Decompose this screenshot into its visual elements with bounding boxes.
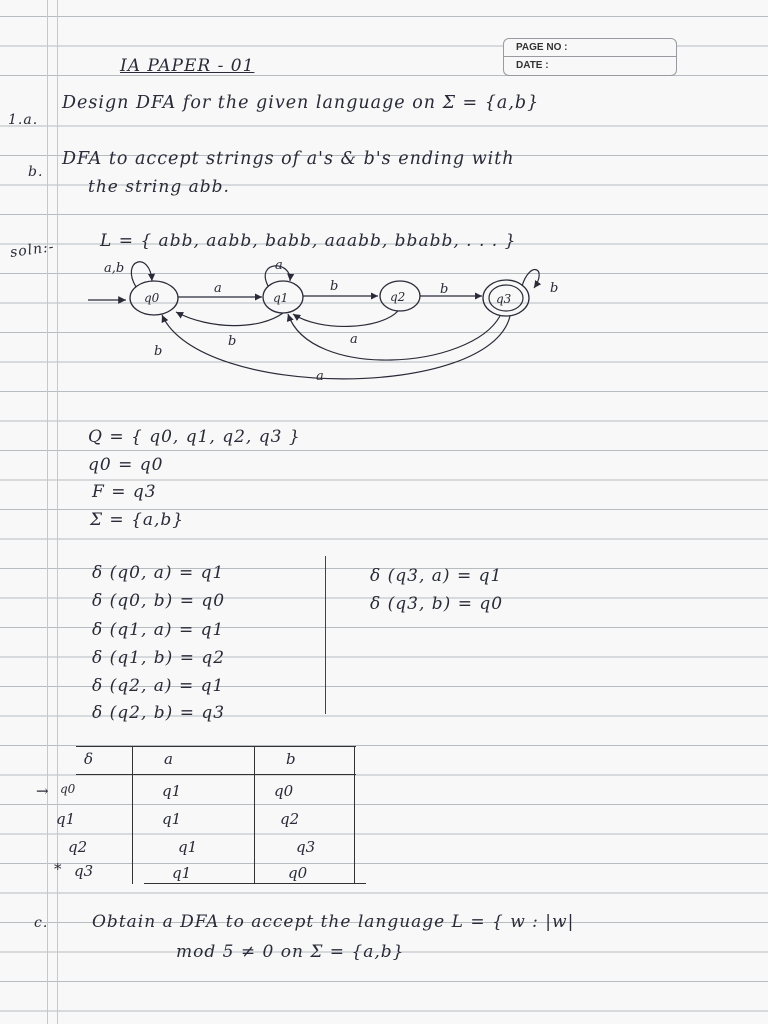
transition-left-2: δ (q0, b) = q0 — [92, 591, 226, 611]
table-bottom-border — [144, 883, 366, 884]
transition-left-4: δ (q1, b) = q2 — [92, 648, 226, 668]
definition-sigma: Σ = {a,b} — [90, 510, 185, 530]
edge-q3-self-label: b — [550, 281, 559, 296]
page-no-label: PAGE NO : — [504, 39, 676, 57]
page-title: IA PAPER - 01 — [120, 56, 255, 76]
table-row-1-b: q0 — [274, 782, 294, 800]
table-header-a: a — [164, 750, 173, 768]
transition-left-6: δ (q2, b) = q3 — [92, 703, 226, 723]
transition-right-1: δ (q3, a) = q1 — [370, 566, 503, 586]
table-row-2-b: q2 — [280, 810, 300, 828]
table-row-4-b: q0 — [288, 864, 308, 882]
transition-table — [36, 742, 366, 885]
table-row-4-marker: * — [54, 860, 62, 878]
table-col-divider-1 — [132, 747, 133, 884]
definition-Q: Q = { q0, q1, q2, q3 } — [88, 427, 301, 447]
edge-q2-q1-label: a — [350, 332, 358, 347]
table-row-3-b: q3 — [296, 838, 316, 856]
table-row-3-a: q1 — [178, 838, 198, 856]
edge-q3-q1-label: a — [316, 369, 324, 384]
edge-q3-q0-label: b — [154, 344, 163, 359]
state-q3-label: q3 — [496, 292, 512, 306]
table-row-4-a: q1 — [172, 864, 192, 882]
part-b-line1: DFA to accept strings of a's & b's ending with — [62, 149, 515, 169]
transition-right-2: δ (q3, b) = q0 — [370, 594, 504, 614]
table-col-divider-2 — [254, 747, 255, 884]
transitions-divider — [325, 556, 326, 714]
edge-q2-q1 — [293, 311, 398, 326]
edge-q0-q1-label: a — [214, 281, 222, 296]
edge-q1-q0-label: b — [228, 334, 237, 349]
edge-q0-self-label: a,b — [104, 261, 125, 276]
edge-q2-q3-label: b — [440, 282, 449, 297]
part-b-label: b. — [28, 164, 44, 180]
state-q2-label: q2 — [390, 290, 406, 304]
transition-left-3: δ (q1, a) = q1 — [92, 620, 225, 640]
table-header-divider — [76, 774, 356, 775]
table-row-2-state: q1 — [56, 810, 76, 828]
part-c-line2: mod 5 ≠ 0 on Σ = {a,b} — [176, 942, 405, 962]
part-c-label: c. — [34, 915, 49, 931]
definition-start-state: q0 = q0 — [88, 455, 164, 475]
table-row-1-state: q0 — [60, 782, 76, 796]
table-top-border — [76, 746, 356, 747]
edge-q3-q1 — [288, 314, 500, 360]
table-row-3-state: q2 — [68, 838, 88, 856]
edge-q1-self-label: a — [275, 258, 283, 273]
edge-q1-q2-label: b — [330, 279, 339, 294]
transition-left-5: δ (q2, a) = q1 — [92, 676, 225, 696]
question-number: 1.a. — [8, 112, 39, 128]
table-row-4-state: q3 — [74, 862, 94, 880]
table-row-2-a: q1 — [162, 810, 182, 828]
question-text: Design DFA for the given language on Σ = {a,b} — [62, 93, 540, 113]
part-b-line2: the string abb. — [88, 177, 230, 197]
table-header-delta: δ — [84, 750, 94, 768]
transition-left-1: δ (q0, a) = q1 — [92, 563, 225, 583]
state-q0-label: q0 — [144, 291, 160, 305]
solution-label: soln:- — [9, 238, 56, 262]
table-header-b: b — [286, 750, 296, 768]
edge-q3-self — [522, 270, 539, 288]
table-col-divider-3 — [354, 747, 355, 884]
table-row-1-marker: → — [36, 782, 49, 800]
table-row-1-a: q1 — [162, 782, 182, 800]
part-c-line1: Obtain a DFA to accept the language L = { w : |w| — [92, 912, 575, 932]
language-set: L = { abb, aabb, babb, aaabb, bbabb, . . . } — [100, 231, 517, 251]
edge-q1-q0 — [176, 312, 283, 326]
definition-final-state: F = q3 — [92, 482, 157, 502]
date-label: DATE : — [516, 60, 549, 71]
state-q1-label: q1 — [273, 291, 289, 305]
